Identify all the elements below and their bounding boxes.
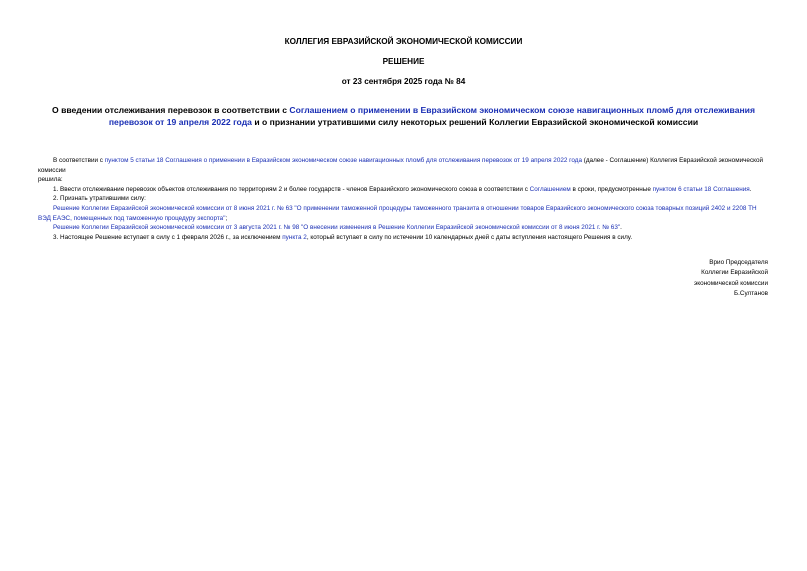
document-title xyxy=(30,104,777,128)
item-1-prefix: 1. Ввести отслеживание перевозок объектов отслеживания по территориям 2 и более государств - членов Евразийского экономического союза в соответствии с xyxy=(53,185,530,193)
signature-block xyxy=(694,258,768,300)
title-text-end: и о признании утратившими силу некоторых решений Коллегии Евразийской экономической комиссии xyxy=(251,117,699,127)
item-3-point-link[interactable]: пункта 2 xyxy=(282,233,307,241)
item-3-paragraph xyxy=(38,233,770,243)
preamble-link[interactable]: пунктом 5 статьи 18 Соглашения о применении в Евразийском экономическом союзе навигационных пломб для отслеживания перевозок от 19 апреля 2022 года xyxy=(104,157,582,164)
document-body xyxy=(38,156,770,242)
item-3-prefix: 3. Настоящее Решение вступает в силу с 1 февраля 2026 г., за исключением xyxy=(53,233,283,241)
item-2a-end: ; xyxy=(225,214,228,222)
item-1-suffix: . xyxy=(749,185,752,193)
document-type-heading: РЕШЕНИЕ xyxy=(382,57,425,66)
preamble-prefix: В соответствии с xyxy=(53,157,105,164)
decided-paragraph: решила: xyxy=(38,176,63,184)
item-2b-end: . xyxy=(620,224,622,232)
item-1-article-link[interactable]: пунктом 6 статьи 18 Соглашения xyxy=(652,185,750,193)
item-2-paragraph: 2. Признать утратившими силу: xyxy=(53,195,146,203)
title-text-start: О введении отслеживания перевозок в соответствии с xyxy=(52,105,290,115)
signature-line-3: экономической комиссии xyxy=(694,279,768,287)
signature-line-2: Коллегии Евразийской xyxy=(701,269,768,277)
item-2a-paragraph xyxy=(38,204,770,223)
decision-98-link[interactable]: Решение Коллегии Евразийской экономической комиссии от 3 августа 2021 г. № 98 "О внесении изменения в Решение Коллегии Евразийской экономической комиссии от 8 июня 2021 г. № 63" xyxy=(53,224,621,232)
item-1-paragraph xyxy=(38,185,770,195)
decision-63-link[interactable]: Решение Коллегии Евразийской экономической комиссии от 8 июня 2021 г. № 63 "О применении таможенной процедуры таможенного транзита в отношении товаров Евразийского экономического союза товарных позиций 2402 и 2208 ТН ВЭД ЕАЭС, помещенных под таможенную процедуру экспорта" xyxy=(38,204,757,222)
item-3-suffix: , который вступает в силу по истечении 10 календарных дней с даты вступления настоящего Решения в силу. xyxy=(306,233,633,241)
document-date: от 23 сентября 2025 года № 84 xyxy=(341,77,466,86)
item-2b-paragraph xyxy=(38,223,770,233)
preamble-suffix: (далее - Соглашение) Коллегия Евразийской экономической комиссии xyxy=(38,157,764,174)
signature-name: Б.Султанов xyxy=(733,290,768,298)
organization-heading: КОЛЛЕГИЯ ЕВРАЗИЙСКОЙ ЭКОНОМИЧЕСКОЙ КОМИССИИ xyxy=(284,37,523,46)
preamble-paragraph xyxy=(38,156,770,175)
title-agreement-link[interactable]: Соглашением о применении в Евразийском экономическом союзе навигационных пломб для отслеживания перевозок от 19 апреля 2022 года xyxy=(108,105,755,127)
signature-line-1: Врио Председателя xyxy=(709,259,768,266)
item-1-agreement-link[interactable]: Соглашением xyxy=(529,185,571,193)
item-1-middle: в сроки, предусмотренные xyxy=(570,185,653,193)
